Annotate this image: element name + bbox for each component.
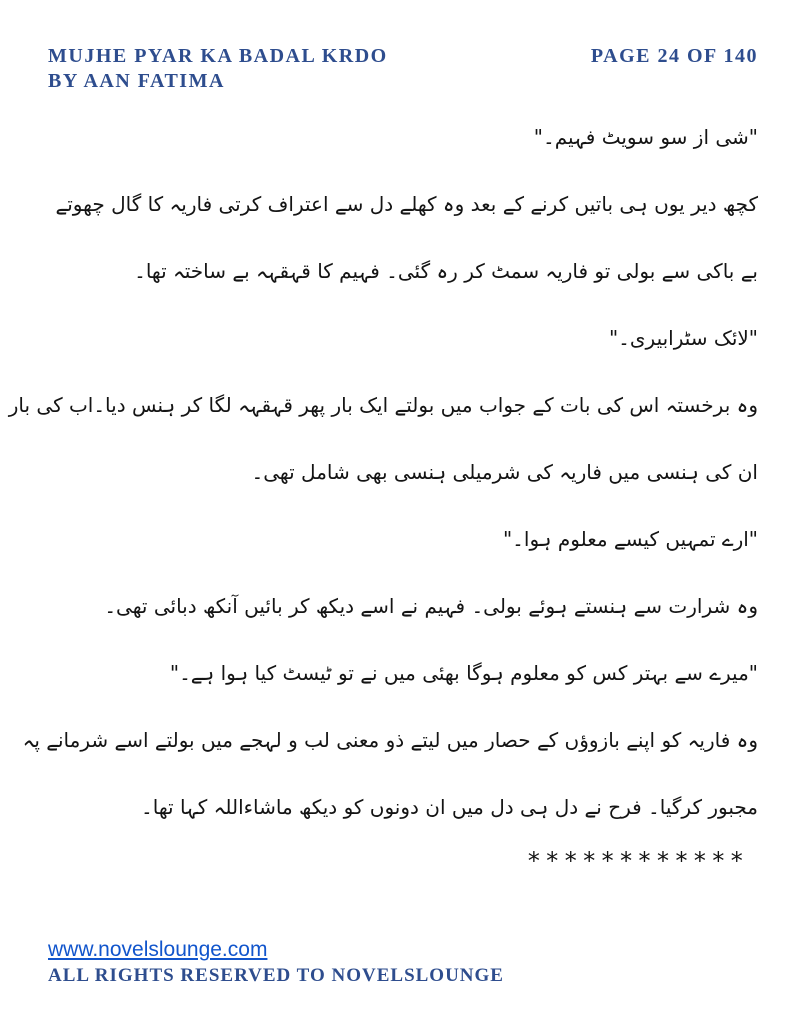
- urdu-line: کچھ دیر یوں ہی باتیں کرنے کے بعد وہ کھلے دل سے اعتراف کرتی فاریہ کا گال چھوتے: [55, 192, 758, 216]
- urdu-line: بے باکی سے بولی تو فاریہ سمٹ کر رہ گئی۔ فہیم کا قہقہہ بے ساختہ تھا۔: [134, 259, 758, 283]
- page-footer: [48, 938, 504, 988]
- urdu-line: وہ فاریہ کو اپنے بازوؤں کے حصار میں لیتے ذو معنی لب و لہجے میں بولتے اسے شرمانے پہ: [22, 728, 758, 752]
- urdu-quote-line: "شی از سو سویٹ فہیم۔": [533, 125, 758, 149]
- section-separator: ************: [526, 847, 748, 875]
- header-left: [48, 44, 388, 94]
- author-byline: BY AAN FATIMA: [48, 70, 225, 92]
- urdu-line: ان کی ہنسی میں فاریہ کی شرمیلی ہنسی بھی شامل تھی۔: [251, 460, 758, 484]
- story-text: [0, 94, 792, 841]
- urdu-line: مجبور کرگیا۔ فرح نے دل ہی دل میں ان دونوں کو دیکھ ماشاءاللہ کہا تھا۔: [141, 795, 758, 819]
- website-link[interactable]: www.novelslounge.com: [48, 938, 268, 962]
- urdu-line: وہ شرارت سے ہنستے ہوئے بولی۔ فہیم نے اسے دیکھ کر بائیں آنکھ دبائی تھی۔: [104, 594, 758, 618]
- rights-notice: ALL RIGHTS RESERVED TO NOVELSLOUNGE: [48, 965, 504, 987]
- novel-title: MUJHE PYAR KA BADAL KRDO: [48, 45, 388, 67]
- urdu-quote-line: "لائک سٹرابیری۔": [608, 326, 758, 350]
- page-header: [0, 0, 792, 94]
- urdu-quote-line: "میرے سے بہتر کس کو معلوم ہوگا بھئی میں نے تو ٹیسٹ کیا ہوا ہے۔": [169, 661, 758, 685]
- urdu-line: وہ برخستہ اس کی بات کے جواب میں بولتے ایک بار پھر قہقہہ لگا کر ہنس دیا۔اب کی بار: [8, 393, 758, 417]
- page-indicator: PAGE 24 OF 140: [590, 45, 758, 67]
- urdu-quote-line: "ارے تمہیں کیسے معلوم ہوا۔": [502, 527, 758, 551]
